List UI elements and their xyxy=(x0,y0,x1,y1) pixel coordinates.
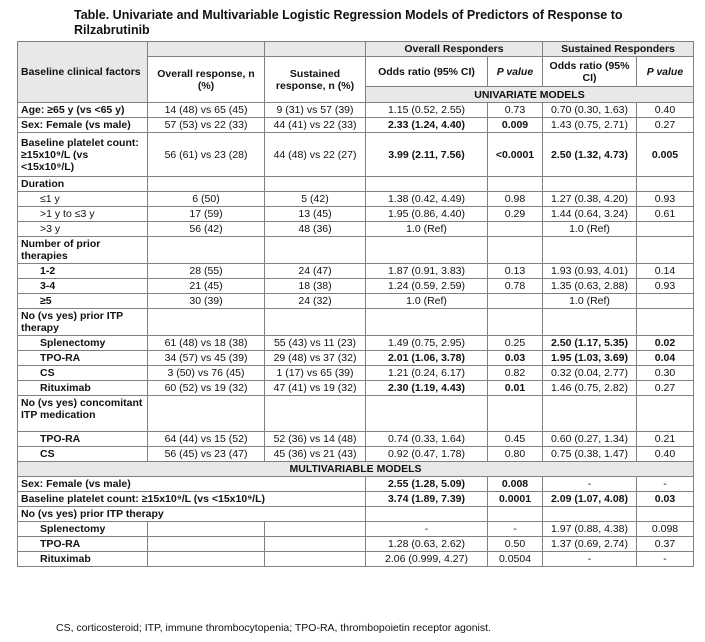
table-cell: 0.32 (0.04, 2.77) xyxy=(543,366,637,381)
table-row xyxy=(18,447,694,462)
table-cell: 0.74 (0.33, 1.64) xyxy=(366,432,488,447)
table-cell: Splenectomy xyxy=(18,522,148,537)
table-cell: 0.40 xyxy=(637,447,694,462)
table-cell: 0.21 xyxy=(637,432,694,447)
table-cell: Duration xyxy=(18,177,148,192)
table-cell: >3 y xyxy=(18,222,148,237)
table-cell: CS xyxy=(18,366,148,381)
table-cell: - xyxy=(543,552,637,567)
table-row xyxy=(18,522,694,537)
table-cell: Rituximab xyxy=(18,381,148,396)
table-row xyxy=(18,237,694,264)
table-cell: 0.92 (0.47, 1.78) xyxy=(366,447,488,462)
table-cell xyxy=(265,177,366,192)
table-cell: - xyxy=(637,552,694,567)
table-cell: 60 (52) vs 19 (32) xyxy=(148,381,265,396)
table-cell xyxy=(637,237,694,264)
header-overall-responders: Overall Responders xyxy=(366,42,543,57)
table-row xyxy=(18,264,694,279)
table-cell: Rituximab xyxy=(18,552,148,567)
table-cell: 3 (50) vs 76 (45) xyxy=(148,366,265,381)
table-cell: 0.009 xyxy=(488,118,543,133)
table-cell: Sex: Female (vs male) xyxy=(18,118,148,133)
table-cell xyxy=(543,237,637,264)
table-cell: 0.03 xyxy=(488,351,543,366)
table-cell: 1.95 (1.03, 3.69) xyxy=(543,351,637,366)
table-cell xyxy=(637,309,694,336)
table-cell: ≤1 y xyxy=(18,192,148,207)
table-cell: 1.46 (0.75, 2.82) xyxy=(543,381,637,396)
table-cell: 1.43 (0.75, 2.71) xyxy=(543,118,637,133)
table-cell xyxy=(148,552,265,567)
table-cell: 1.97 (0.88, 4.38) xyxy=(543,522,637,537)
table-cell: 5 (42) xyxy=(265,192,366,207)
table-cell: No (vs yes) prior ITP therapy xyxy=(18,507,366,522)
table-cell: 2.06 (0.999, 4.27) xyxy=(366,552,488,567)
header-p-value-overall: P value xyxy=(488,57,543,87)
table-cell: TPO-RA xyxy=(18,432,148,447)
header-odds-ratio-sustained: Odds ratio (95% CI) xyxy=(543,57,637,87)
table-cell xyxy=(637,177,694,192)
table-cell xyxy=(366,237,488,264)
table-row xyxy=(18,177,694,192)
table-row xyxy=(18,336,694,351)
table-cell: 52 (36) vs 14 (48) xyxy=(265,432,366,447)
header-p-value-sustained: P value xyxy=(637,57,694,87)
table-cell: 2.55 (1.28, 5.09) xyxy=(366,477,488,492)
table-cell: 0.02 xyxy=(637,336,694,351)
table-cell: 3-4 xyxy=(18,279,148,294)
table-row xyxy=(18,381,694,396)
table-cell: 24 (32) xyxy=(265,294,366,309)
table-cell: 1.0 (Ref) xyxy=(366,222,488,237)
table-cell: 0.37 xyxy=(637,537,694,552)
table-cell xyxy=(366,177,488,192)
table-cell: 1.35 (0.63, 2.88) xyxy=(543,279,637,294)
table-cell: Age: ≥65 y (vs <65 y) xyxy=(18,103,148,118)
table-cell xyxy=(148,396,265,432)
table-cell: <0.0001 xyxy=(488,133,543,177)
table-cell: 0.27 xyxy=(637,381,694,396)
table-cell: 0.005 xyxy=(637,133,694,177)
header-sustained-responders: Sustained Responders xyxy=(543,42,694,57)
univariate-body xyxy=(18,103,694,462)
table-cell: 0.0504 xyxy=(488,552,543,567)
table-cell: 2.50 (1.17, 5.35) xyxy=(543,336,637,351)
table-cell xyxy=(543,177,637,192)
table-cell: 0.03 xyxy=(637,492,694,507)
table-cell: 34 (57) vs 45 (39) xyxy=(148,351,265,366)
table-cell xyxy=(265,309,366,336)
table-row xyxy=(18,351,694,366)
table-row xyxy=(18,133,694,177)
multivariable-body xyxy=(18,477,694,567)
table-cell xyxy=(488,222,543,237)
table-cell: 0.75 (0.38, 1.47) xyxy=(543,447,637,462)
table-cell: 0.04 xyxy=(637,351,694,366)
table-cell: 1.44 (0.64, 3.24) xyxy=(543,207,637,222)
table-cell: 2.33 (1.24, 4.40) xyxy=(366,118,488,133)
table-cell: Number of prior therapies xyxy=(18,237,148,264)
table-cell: 1.0 (Ref) xyxy=(366,294,488,309)
table-cell: 61 (48) vs 18 (38) xyxy=(148,336,265,351)
table-cell xyxy=(265,396,366,432)
table-cell xyxy=(637,396,694,432)
table-cell: 2.50 (1.32, 4.73) xyxy=(543,133,637,177)
table-cell: 2.01 (1.06, 3.78) xyxy=(366,351,488,366)
table-row xyxy=(18,222,694,237)
table-cell: TPO-RA xyxy=(18,537,148,552)
table-cell: 1.37 (0.69, 2.74) xyxy=(543,537,637,552)
table-cell: 0.29 xyxy=(488,207,543,222)
table-cell: 28 (55) xyxy=(148,264,265,279)
table-cell: 1.87 (0.91, 3.83) xyxy=(366,264,488,279)
table-cell: 1.27 (0.38, 4.20) xyxy=(543,192,637,207)
multivariable-models-header: MULTIVARIABLE MODELS xyxy=(18,462,694,477)
table-cell: - xyxy=(488,522,543,537)
table-cell: 14 (48) vs 65 (45) xyxy=(148,103,265,118)
table-cell: 0.93 xyxy=(637,279,694,294)
table-row xyxy=(18,279,694,294)
table-cell: 1.24 (0.59, 2.59) xyxy=(366,279,488,294)
table-cell: >1 y to ≤3 y xyxy=(18,207,148,222)
table-row xyxy=(18,396,694,432)
table-row xyxy=(18,118,694,133)
table-cell: 2.09 (1.07, 4.08) xyxy=(543,492,637,507)
table-cell: 0.93 xyxy=(637,192,694,207)
table-cell: 1.15 (0.52, 2.55) xyxy=(366,103,488,118)
table-cell: ≥5 xyxy=(18,294,148,309)
table-cell: - xyxy=(366,522,488,537)
table-cell: TPO-RA xyxy=(18,351,148,366)
table-cell xyxy=(637,294,694,309)
table-cell: No (vs yes) prior ITP therapy xyxy=(18,309,148,336)
table-cell: Baseline platelet count: ≥15x10⁹/L (vs <15x10⁹/L) xyxy=(18,133,148,177)
table-cell: 0.70 (0.30, 1.63) xyxy=(543,103,637,118)
table-cell: 0.45 xyxy=(488,432,543,447)
table-row xyxy=(18,537,694,552)
table-cell: 0.50 xyxy=(488,537,543,552)
table-cell: 57 (53) vs 22 (33) xyxy=(148,118,265,133)
table-row xyxy=(18,477,694,492)
header-overall-response: Overall response, n (%) xyxy=(148,57,265,103)
table-cell: 0.14 xyxy=(637,264,694,279)
table-cell xyxy=(265,522,366,537)
table-cell xyxy=(488,237,543,264)
table-cell: Baseline platelet count: ≥15x10⁹/L (vs <15x10⁹/L) xyxy=(18,492,366,507)
table-cell: 0.25 xyxy=(488,336,543,351)
table-cell: 6 (50) xyxy=(148,192,265,207)
table-cell xyxy=(488,396,543,432)
table-cell: 1 (17) vs 65 (39) xyxy=(265,366,366,381)
table-cell: CS xyxy=(18,447,148,462)
table-cell xyxy=(366,309,488,336)
table-cell: 64 (44) vs 15 (52) xyxy=(148,432,265,447)
table-row xyxy=(18,207,694,222)
table-cell xyxy=(488,507,543,522)
table-cell: 0.01 xyxy=(488,381,543,396)
table-cell: 0.80 xyxy=(488,447,543,462)
table-cell: 0.73 xyxy=(488,103,543,118)
table-cell xyxy=(488,309,543,336)
table-cell: 0.61 xyxy=(637,207,694,222)
header-sustained-response: Sustained response, n (%) xyxy=(265,57,366,103)
table-cell: 18 (38) xyxy=(265,279,366,294)
table-cell: 3.74 (1.89, 7.39) xyxy=(366,492,488,507)
table-cell xyxy=(488,177,543,192)
table-cell: 0.0001 xyxy=(488,492,543,507)
footnote: CS, corticosteroid; ITP, immune thrombocytopenia; TPO-RA, thrombopoietin receptor agonist. xyxy=(56,622,491,634)
table-row xyxy=(18,432,694,447)
table-cell: 0.82 xyxy=(488,366,543,381)
header-factors: Baseline clinical factors xyxy=(18,42,148,103)
table-cell: 47 (41) vs 19 (32) xyxy=(265,381,366,396)
table-cell: 0.27 xyxy=(637,118,694,133)
table-cell: No (vs yes) concomitant ITP medication xyxy=(18,396,148,432)
table-cell: 1.93 (0.93, 4.01) xyxy=(543,264,637,279)
table-cell xyxy=(488,294,543,309)
table-row xyxy=(18,294,694,309)
table-cell xyxy=(637,222,694,237)
header-odds-ratio-overall: Odds ratio (95% CI) xyxy=(366,57,488,87)
table-cell: - xyxy=(637,477,694,492)
table-cell: 30 (39) xyxy=(148,294,265,309)
table-cell xyxy=(148,309,265,336)
table-cell xyxy=(148,177,265,192)
table-cell: 0.40 xyxy=(637,103,694,118)
table-title: Table. Univariate and Multivariable Logistic Regression Models of Predictors of Response to Rilzabrutinib xyxy=(74,8,623,37)
table-cell xyxy=(265,237,366,264)
table-row xyxy=(18,192,694,207)
table-cell: 56 (45) vs 23 (47) xyxy=(148,447,265,462)
table-cell: 24 (47) xyxy=(265,264,366,279)
table-cell: 3.99 (2.11, 7.56) xyxy=(366,133,488,177)
table-cell: 2.30 (1.19, 4.43) xyxy=(366,381,488,396)
table-cell: 0.60 (0.27, 1.34) xyxy=(543,432,637,447)
table-cell xyxy=(148,237,265,264)
table-row xyxy=(18,103,694,118)
table-cell xyxy=(148,522,265,537)
table-cell: 56 (61) vs 23 (28) xyxy=(148,133,265,177)
table-cell xyxy=(543,507,637,522)
table-cell xyxy=(543,309,637,336)
table-cell: 0.30 xyxy=(637,366,694,381)
table-cell: 1.38 (0.42, 4.49) xyxy=(366,192,488,207)
regression-table xyxy=(17,41,694,567)
table-cell: 17 (59) xyxy=(148,207,265,222)
table-cell: Splenectomy xyxy=(18,336,148,351)
table-cell: 56 (42) xyxy=(148,222,265,237)
table-cell: 44 (48) vs 22 (27) xyxy=(265,133,366,177)
table-cell: 45 (36) vs 21 (43) xyxy=(265,447,366,462)
univariate-models-header: UNIVARIATE MODELS xyxy=(366,87,694,103)
table-cell: 0.13 xyxy=(488,264,543,279)
table-cell xyxy=(148,537,265,552)
table-row xyxy=(18,366,694,381)
table-cell: 13 (45) xyxy=(265,207,366,222)
table-cell xyxy=(637,507,694,522)
table-row xyxy=(18,492,694,507)
table-cell: 9 (31) vs 57 (39) xyxy=(265,103,366,118)
table-cell: 29 (48) vs 37 (32) xyxy=(265,351,366,366)
table-cell xyxy=(366,507,488,522)
table-cell: 1-2 xyxy=(18,264,148,279)
table-row xyxy=(18,507,694,522)
table-cell xyxy=(265,552,366,567)
table-cell xyxy=(543,396,637,432)
table-cell: 0.098 xyxy=(637,522,694,537)
table-cell: 1.95 (0.86, 4.40) xyxy=(366,207,488,222)
table-cell: 1.0 (Ref) xyxy=(543,222,637,237)
table-cell: 1.28 (0.63, 2.62) xyxy=(366,537,488,552)
table-cell: 21 (45) xyxy=(148,279,265,294)
table-cell: 0.98 xyxy=(488,192,543,207)
table-cell: 0.008 xyxy=(488,477,543,492)
table-cell: 48 (36) xyxy=(265,222,366,237)
table-cell: Sex: Female (vs male) xyxy=(18,477,366,492)
table-cell: 1.0 (Ref) xyxy=(543,294,637,309)
table-row xyxy=(18,309,694,336)
table-cell: 44 (41) vs 22 (33) xyxy=(265,118,366,133)
table-cell xyxy=(366,396,488,432)
table-cell: - xyxy=(543,477,637,492)
table-cell: 0.78 xyxy=(488,279,543,294)
table-cell: 1.21 (0.24, 6.17) xyxy=(366,366,488,381)
table-cell xyxy=(265,537,366,552)
table-cell: 55 (43) vs 11 (23) xyxy=(265,336,366,351)
table-row xyxy=(18,552,694,567)
table-cell: 1.49 (0.75, 2.95) xyxy=(366,336,488,351)
